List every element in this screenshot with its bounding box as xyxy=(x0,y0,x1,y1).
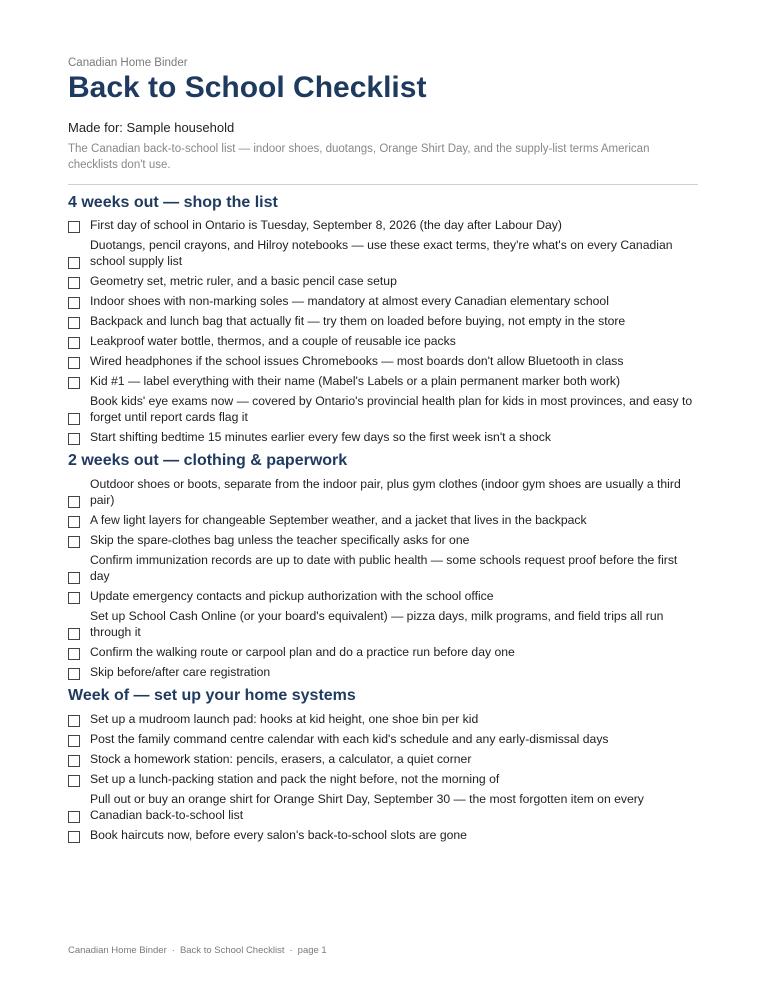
checklist-item-text: A few light layers for changeable September weather, and a jacket that lives in the backpack xyxy=(90,513,587,527)
checklist-item-text: Skip the spare-clothes bag unless the teacher specifically asks for one xyxy=(90,533,470,547)
checkbox[interactable] xyxy=(68,257,80,269)
checklist-item xyxy=(68,393,698,425)
section-title: 2 weeks out — clothing & paperwork xyxy=(68,452,348,469)
checklist-item-text: Geometry set, metric ruler, and a basic pencil case setup xyxy=(90,274,397,288)
checklist-item xyxy=(68,476,698,508)
checklist-item xyxy=(68,313,698,329)
checkbox[interactable] xyxy=(68,297,80,309)
checklist-item xyxy=(68,588,698,604)
checkbox[interactable] xyxy=(68,277,80,289)
checklist-item-text: Confirm the walking route or carpool plan and do a practice run before day one xyxy=(90,645,515,659)
checklist-item xyxy=(68,333,698,349)
checklist-item xyxy=(68,827,698,843)
footer-doc-title: Back to School Checklist xyxy=(179,945,285,956)
checkbox[interactable] xyxy=(68,628,80,640)
checkbox[interactable] xyxy=(68,648,80,660)
checklist-item xyxy=(68,644,698,660)
checklist-item xyxy=(68,273,698,289)
checklist-item xyxy=(68,664,698,680)
checklist-item-text: Leakproof water bottle, thermos, and a couple of reusable ice packs xyxy=(90,334,456,348)
checkbox[interactable] xyxy=(68,775,80,787)
checklist-item xyxy=(68,237,698,269)
checklist-items xyxy=(68,476,698,680)
checklist-item xyxy=(68,552,698,584)
checkbox[interactable] xyxy=(68,496,80,508)
checklist-item xyxy=(68,532,698,548)
checklist-item xyxy=(68,608,698,640)
checklist-item xyxy=(68,751,698,767)
checklist-item-text: Skip before/after care registration xyxy=(90,665,271,679)
checklist-item xyxy=(68,771,698,787)
checklist-item-text: Backpack and lunch bag that actually fit — try them on loaded before buying, not empty in the store xyxy=(90,314,626,328)
footer-page-number: page 1 xyxy=(297,945,327,956)
checkbox[interactable] xyxy=(68,317,80,329)
checklist-item xyxy=(68,791,698,823)
checklist-item-text: Set up a lunch-packing station and pack the night before, not the morning of xyxy=(90,772,500,786)
footer-separator: · xyxy=(289,945,293,956)
checkbox[interactable] xyxy=(68,572,80,584)
checklist-item-text: First day of school in Ontario is Tuesday, September 8, 2026 (the day after Labour Day) xyxy=(90,218,562,232)
checkbox[interactable] xyxy=(68,433,80,445)
checklist-items xyxy=(68,217,698,445)
checkbox[interactable] xyxy=(68,221,80,233)
checklist-item-text: Set up a mudroom launch pad: hooks at kid height, one shoe bin per kid xyxy=(90,712,479,726)
checkbox[interactable] xyxy=(68,413,80,425)
checklist-item xyxy=(68,353,698,369)
checklist-item-text: Outdoor shoes or boots, separate from the indoor pair, plus gym clothes (indoor gym shoes are usually a third pair) xyxy=(90,477,681,507)
header-divider xyxy=(68,184,698,185)
page-footer xyxy=(68,945,327,957)
checklist-item-text: Start shifting bedtime 15 minutes earlier every few days so the first week isn't a shock xyxy=(90,430,551,444)
checklist-section xyxy=(68,451,698,680)
checkbox[interactable] xyxy=(68,831,80,843)
checklist-item xyxy=(68,512,698,528)
checklist-item xyxy=(68,711,698,727)
checklist-item xyxy=(68,373,698,389)
checklist-item xyxy=(68,429,698,445)
checklist-item-text: Indoor shoes with non-marking soles — mandatory at almost every Canadian elementary school xyxy=(90,294,609,308)
brand-name: Canadian Home Binder xyxy=(68,57,188,69)
footer-brand: Canadian Home Binder xyxy=(68,945,167,956)
checkbox[interactable] xyxy=(68,592,80,604)
checklist-item-text: Book haircuts now, before every salon's back-to-school slots are gone xyxy=(90,828,467,842)
checkbox[interactable] xyxy=(68,337,80,349)
checklist-item-text: Duotangs, pencil crayons, and Hilroy notebooks — use these exact terms, they're what's on every Canadian school supply list xyxy=(90,238,673,268)
checklist-sections xyxy=(68,193,698,843)
section-title: 4 weeks out — shop the list xyxy=(68,194,278,211)
footer-separator: · xyxy=(171,945,175,956)
checklist-item-text: Kid #1 — label everything with their name (Mabel's Labels or a plain permanent marker both work) xyxy=(90,374,621,388)
checkbox[interactable] xyxy=(68,516,80,528)
page-title: Back to School Checklist xyxy=(68,71,427,104)
checklist-item-text: Book kids' eye exams now — covered by Ontario's provincial health plan for kids in most provinces, and easy to forget until report cards flag it xyxy=(90,394,693,424)
made-for: Made for: Sample household xyxy=(68,120,235,135)
checklist-item-text: Update emergency contacts and pickup authorization with the school office xyxy=(90,589,494,603)
checklist-item-text: Wired headphones if the school issues Chromebooks — most boards don't allow Bluetooth in class xyxy=(90,354,624,368)
checklist-item xyxy=(68,731,698,747)
checklist-items xyxy=(68,711,698,843)
checkbox[interactable] xyxy=(68,357,80,369)
checklist-item xyxy=(68,217,698,233)
checklist-item-text: Pull out or buy an orange shirt for Orange Shirt Day, September 30 — the most forgotten item on every Canadian back-to-school list xyxy=(90,792,644,822)
checkbox[interactable] xyxy=(68,668,80,680)
checklist-page xyxy=(68,56,698,847)
checkbox[interactable] xyxy=(68,715,80,727)
checklist-item-text: Set up School Cash Online (or your board's equivalent) — pizza days, milk programs, and field trips all run through it xyxy=(90,609,664,639)
checkbox[interactable] xyxy=(68,735,80,747)
description: The Canadian back-to-school list — indoor shoes, duotangs, Orange Shirt Day, and the supply-list terms American checklists don't use. xyxy=(68,143,650,171)
checkbox[interactable] xyxy=(68,811,80,823)
checklist-item-text: Post the family command centre calendar with each kid's schedule and any early-dismissal days xyxy=(90,732,609,746)
section-title: Week of — set up your home systems xyxy=(68,687,356,704)
checkbox[interactable] xyxy=(68,377,80,389)
checklist-item xyxy=(68,293,698,309)
checkbox[interactable] xyxy=(68,755,80,767)
checklist-section xyxy=(68,686,698,843)
checkbox[interactable] xyxy=(68,536,80,548)
checklist-item-text: Confirm immunization records are up to date with public health — some schools request proof before the first day xyxy=(90,553,678,583)
checklist-item-text: Stock a homework station: pencils, erasers, a calculator, a quiet corner xyxy=(90,752,472,766)
checklist-section xyxy=(68,193,698,445)
